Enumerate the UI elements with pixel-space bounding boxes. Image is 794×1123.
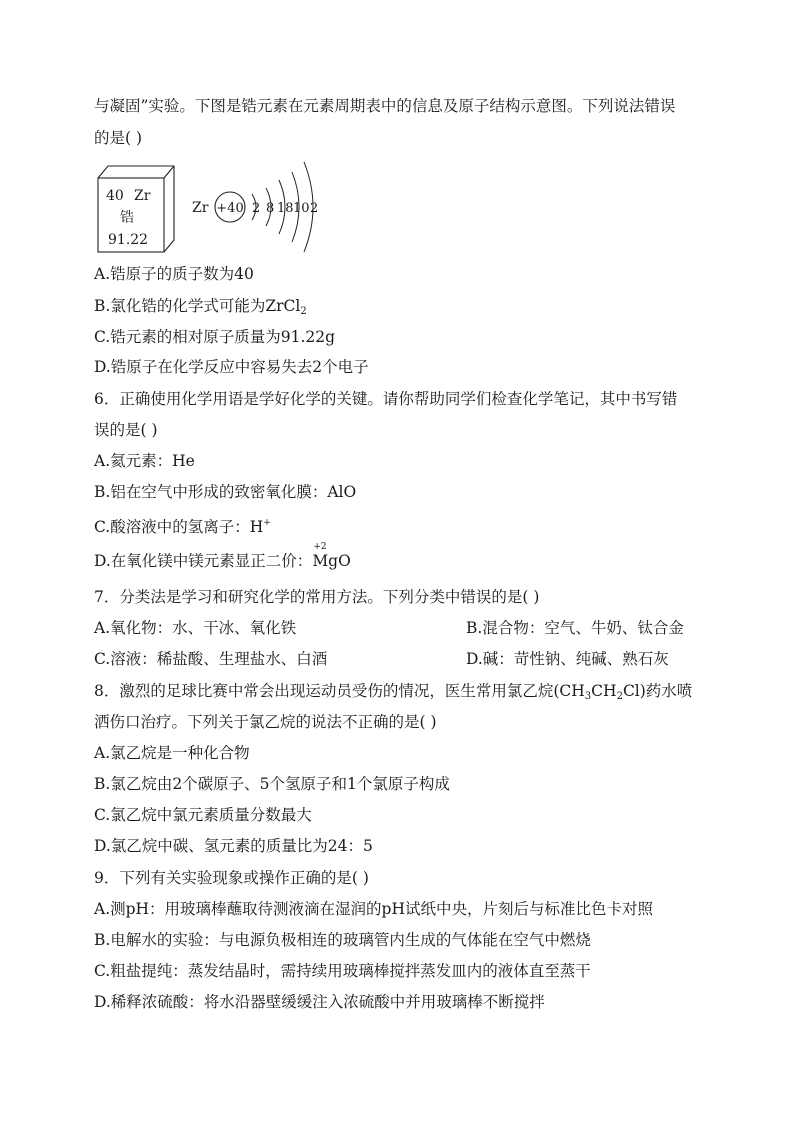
element-mass: 91.22 bbox=[108, 232, 149, 248]
q6-option-b: B.铝在空气中形成的致密氧化膜：AlO bbox=[94, 483, 357, 501]
shell-4-electrons: 10 bbox=[293, 201, 310, 216]
shell-2-electrons: 8 bbox=[266, 201, 275, 216]
q8-option-c: C.氯乙烷中氯元素质量分数最大 bbox=[94, 806, 312, 824]
q8-option-b: B.氯乙烷由2个碳原子、5个氢原子和1个氯原子构成 bbox=[94, 775, 450, 793]
q9-option-d: D.稀释浓硫酸：将水沿器壁缓缓注入浓硫酸中并用玻璃棒不断搅拌 bbox=[94, 993, 545, 1011]
element-name: 锆 bbox=[120, 210, 134, 226]
atom-symbol: Zr bbox=[192, 200, 209, 216]
q5-option-d: D.锆原子在化学反应中容易失去2个电子 bbox=[94, 358, 369, 376]
q9-option-c: C.粗盐提纯：蒸发结晶时，需持续用玻璃棒搅拌蒸发皿内的液体直至蒸干 bbox=[94, 962, 591, 980]
q8-stem-line-2: 洒伤口治疗。下列关于氯乙烷的说法不正确的是( ) bbox=[94, 713, 437, 731]
shell-1-electrons: 2 bbox=[252, 201, 261, 216]
intro-line-1: 与凝固”实验。下图是锆元素在元素周期表中的信息及原子结构示意图。下列说法错误 bbox=[94, 97, 676, 115]
q7-options-row-1 bbox=[94, 618, 684, 638]
q9-stem: 9．下列有关实验现象或操作正确的是( ) bbox=[94, 869, 369, 887]
intro-line-2: 的是( ) bbox=[94, 129, 143, 147]
q7-option-d: D.碱：苛性钠、纯碱、熟石灰 bbox=[466, 650, 669, 668]
q6-option-a: A.氦元素：He bbox=[94, 452, 195, 470]
shell-5-electrons: 2 bbox=[310, 201, 319, 216]
zirconium-diagram bbox=[96, 160, 336, 256]
q8-stem-line-1: 8．激烈的足球比赛中常会出现运动员受伤的情况，医生常用氯乙烷$(CH_3CH_2Cl)$药水喷 bbox=[94, 682, 693, 702]
q7-options-row-2 bbox=[94, 649, 669, 669]
q8-option-d: D.氯乙烷中碳、氢元素的质量比为24：5 bbox=[94, 837, 373, 855]
q9-option-b: B.电解水的实验：与电源负极相连的玻璃管内生成的气体能在空气中燃烧 bbox=[94, 931, 591, 949]
q7-stem: 7．分类法是学习和研究化学的常用方法。下列分类中错误的是( ) bbox=[94, 588, 540, 606]
q8-option-a: A.氯乙烷是一种化合物 bbox=[94, 744, 250, 762]
q6-option-d: D.在氧化镁中镁元素显正二价： +2 MgO bbox=[94, 542, 351, 570]
valence-formula: +2 MgO bbox=[312, 542, 351, 570]
q9-option-a: A.测pH：用玻璃棒蘸取待测液滴在湿润的pH试纸中央，片刻后与标准比色卡对照 bbox=[94, 900, 654, 918]
q5-option-b: B.氯化锆的化学式可能为ZrCl$_2$ bbox=[94, 297, 307, 317]
element-number: 40 bbox=[106, 188, 124, 204]
q7-option-a: A.氧化物：水、干冰、氧化铁 bbox=[94, 619, 297, 637]
q5-option-c: C.锆元素的相对原子质量为91.22g bbox=[94, 328, 336, 346]
shell-3-electrons: 18 bbox=[277, 201, 294, 216]
nucleus-charge: +40 bbox=[216, 201, 244, 216]
element-symbol: Zr bbox=[134, 188, 151, 204]
q6-stem-line-1: 6．正确使用化学用语是学好化学的关键。请你帮助同学们检查化学笔记，其中书写错 bbox=[94, 390, 678, 408]
q7-option-c: C.溶液：稀盐酸、生理盐水、白酒 bbox=[94, 650, 328, 668]
q5-option-a: A.锆原子的质子数为40 bbox=[94, 265, 254, 283]
q7-option-b: B.混合物：空气、牛奶、钛合金 bbox=[466, 619, 684, 637]
q6-option-c: C.酸溶液中的氢离子：H+ bbox=[94, 518, 271, 536]
zirconium-figure bbox=[96, 160, 336, 256]
q6-stem-line-2: 误的是( ) bbox=[94, 421, 158, 439]
